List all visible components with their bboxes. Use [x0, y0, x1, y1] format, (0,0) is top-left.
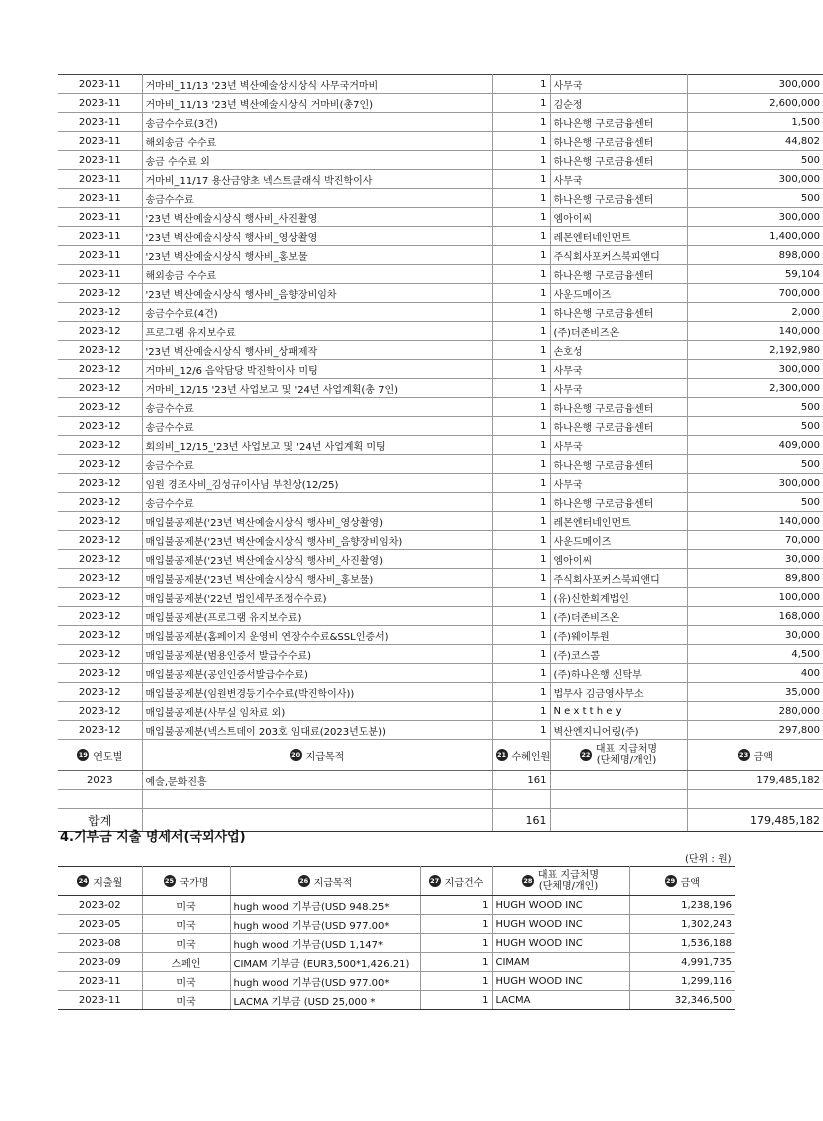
- row-count: 1: [492, 75, 550, 94]
- table-row: [58, 896, 735, 915]
- row-payee: 손호성: [550, 341, 687, 360]
- row-purpose: 송금수수료: [142, 398, 492, 417]
- row-amount: 1,500: [687, 113, 823, 132]
- row-amount: 500: [687, 398, 823, 417]
- row-payee: 하나은행 구로금융센터: [550, 189, 687, 208]
- row-month: 2023-12: [58, 683, 142, 702]
- row-count: 1: [492, 227, 550, 246]
- row-purpose: 송금수수료: [142, 493, 492, 512]
- row-month: 2023-11: [58, 227, 142, 246]
- table-row: [58, 170, 823, 189]
- row-country: 미국: [142, 896, 230, 915]
- row-month: 2023-05: [58, 915, 142, 934]
- table-row: [58, 398, 823, 417]
- row-amount: 500: [687, 493, 823, 512]
- row-month: 2023-11: [58, 170, 142, 189]
- row-payee: 사운드메이즈: [550, 284, 687, 303]
- row-count: 1: [492, 341, 550, 360]
- number-badge-icon: 26: [299, 877, 309, 885]
- row-payee: 사무국: [550, 170, 687, 189]
- row-count: 1: [420, 953, 492, 972]
- header-payee: 28 대표 지급처명 (단체명/개인): [492, 867, 629, 896]
- table-row: [58, 379, 823, 398]
- number-badge-icon: 24: [78, 877, 88, 885]
- row-count: 1: [492, 170, 550, 189]
- row-month: 2023-12: [58, 455, 142, 474]
- foreign-expenditure-body: [58, 896, 735, 1010]
- row-month: 2023-11: [58, 991, 142, 1010]
- header-month: 24 지출월: [58, 867, 142, 896]
- row-month: 2023-12: [58, 493, 142, 512]
- row-month: 2023-12: [58, 360, 142, 379]
- number-badge-icon: 29: [666, 877, 676, 885]
- table-row: [58, 721, 823, 740]
- summary-row: [58, 771, 823, 790]
- row-purpose: 송금 수수료 외: [142, 151, 492, 170]
- row-payee: 엠아이씨: [550, 208, 687, 227]
- row-month: 2023-12: [58, 721, 142, 740]
- summary-header-row: [58, 740, 823, 771]
- row-payee: 사무국: [550, 360, 687, 379]
- summary-amount: 179,485,182: [687, 771, 823, 790]
- row-country: 미국: [142, 934, 230, 953]
- row-purpose: 송금수수료: [142, 417, 492, 436]
- row-month: 2023-12: [58, 341, 142, 360]
- row-amount: 35,000: [687, 683, 823, 702]
- row-count: 1: [492, 360, 550, 379]
- blank-row: [58, 790, 823, 809]
- row-purpose: '23년 벽산예술시상식 행사비_영상촬영: [142, 227, 492, 246]
- row-payee: 하나은행 구로금융센터: [550, 398, 687, 417]
- row-count: 1: [420, 915, 492, 934]
- row-count: 1: [492, 208, 550, 227]
- row-amount: 1,302,243: [629, 915, 735, 934]
- row-purpose: 매입불공제분(프로그램 유지보수료): [142, 607, 492, 626]
- row-count: 1: [492, 132, 550, 151]
- row-amount: 44,802: [687, 132, 823, 151]
- row-payee: 사무국: [550, 436, 687, 455]
- row-count: 1: [420, 991, 492, 1010]
- row-purpose: 송금수수료: [142, 189, 492, 208]
- row-purpose: 매입불공제분(공인인증서발급수수료): [142, 664, 492, 683]
- row-payee: 사무국: [550, 75, 687, 94]
- row-count: 1: [492, 455, 550, 474]
- row-purpose: 거마비_12/6 음악담당 박진학이사 미팅: [142, 360, 492, 379]
- row-count: 1: [492, 322, 550, 341]
- row-month: 2023-11: [58, 972, 142, 991]
- row-month: 2023-02: [58, 896, 142, 915]
- row-count: 1: [492, 645, 550, 664]
- row-amount: 300,000: [687, 208, 823, 227]
- row-payee: (주)더존비즈온: [550, 322, 687, 341]
- table-row: [58, 493, 823, 512]
- row-month: 2023-12: [58, 436, 142, 455]
- table-row: [58, 934, 735, 953]
- row-count: 1: [492, 702, 550, 721]
- row-amount: 32,346,500: [629, 991, 735, 1010]
- row-amount: 1,400,000: [687, 227, 823, 246]
- row-payee: 하나은행 구로금융센터: [550, 132, 687, 151]
- row-purpose: 매입불공제분('23년 벽산예술시상식 행사비_사진촬영): [142, 550, 492, 569]
- row-amount: 1,299,116: [629, 972, 735, 991]
- summary-count: 161: [492, 771, 550, 790]
- row-count: 1: [492, 721, 550, 740]
- row-purpose: 거마비_11/17 용산금양초 넥스트클래식 박진학이사: [142, 170, 492, 189]
- row-country: 미국: [142, 915, 230, 934]
- row-month: 2023-11: [58, 75, 142, 94]
- row-amount: 500: [687, 189, 823, 208]
- row-payee: HUGH WOOD INC: [492, 934, 629, 953]
- row-payee: 벽산엔지니어링(주): [550, 721, 687, 740]
- table-row: [58, 550, 823, 569]
- row-count: 1: [492, 626, 550, 645]
- row-payee: 하나은행 구로금융센터: [550, 113, 687, 132]
- row-purpose: 매입불공제분(넥스트데이 203호 임대료(2023년도분)): [142, 721, 492, 740]
- row-payee: (주)코스콤: [550, 645, 687, 664]
- row-amount: 300,000: [687, 170, 823, 189]
- total-amount: 179,485,182: [687, 809, 823, 832]
- row-payee: CIMAM: [492, 953, 629, 972]
- row-purpose: CIMAM 기부금 (EUR3,500*1,426.21): [230, 953, 420, 972]
- row-country: 미국: [142, 991, 230, 1010]
- row-purpose: hugh wood 기부금(USD 1,147*: [230, 934, 420, 953]
- row-purpose: 회의비_12/15_'23년 사업보고 및 '24년 사업계획 미팅: [142, 436, 492, 455]
- row-month: 2023-12: [58, 569, 142, 588]
- row-payee: 주식회사포커스북피앤디: [550, 246, 687, 265]
- table-row: [58, 417, 823, 436]
- row-month: 2023-12: [58, 512, 142, 531]
- row-purpose: '23년 벽산예술시상식 행사비_상패제작: [142, 341, 492, 360]
- number-badge-icon: 27: [430, 877, 440, 885]
- row-count: 1: [492, 588, 550, 607]
- table-row: [58, 113, 823, 132]
- row-count: 1: [420, 896, 492, 915]
- table-row: [58, 360, 823, 379]
- row-amount: 89,800: [687, 569, 823, 588]
- number-badge-icon: 21: [496, 751, 507, 759]
- row-purpose: 매입불공제분('23년 벽산예술시상식 행사비_홍보물): [142, 569, 492, 588]
- row-month: 2023-11: [58, 246, 142, 265]
- row-payee: 하나은행 구로금융센터: [550, 417, 687, 436]
- row-purpose: '23년 벽산예술시상식 행사비_홍보물: [142, 246, 492, 265]
- row-purpose: 임원 경조사비_김성규이사님 부친상(12/25): [142, 474, 492, 493]
- row-count: 1: [492, 94, 550, 113]
- row-month: 2023-12: [58, 550, 142, 569]
- row-amount: 297,800: [687, 721, 823, 740]
- row-month: 2023-11: [58, 151, 142, 170]
- row-purpose: '23년 벽산예술시상식 행사비_사진촬영: [142, 208, 492, 227]
- row-amount: 500: [687, 151, 823, 170]
- number-badge-icon: 22: [581, 751, 591, 759]
- row-payee: (주)웨이투원: [550, 626, 687, 645]
- table-row: [58, 607, 823, 626]
- table-row: [58, 645, 823, 664]
- summary-purpose: 예술,문화진흥: [142, 771, 492, 790]
- row-month: 2023-12: [58, 626, 142, 645]
- row-payee: 하나은행 구로금융센터: [550, 303, 687, 322]
- number-badge-icon: 23: [739, 751, 749, 759]
- row-month: 2023-12: [58, 702, 142, 721]
- row-purpose: 매입불공제분('22년 법인세무조정수수료): [142, 588, 492, 607]
- row-payee: 사운드메이즈: [550, 531, 687, 550]
- row-amount: 70,000: [687, 531, 823, 550]
- row-month: 2023-11: [58, 94, 142, 113]
- section-title: 4.기부금 지출 명세서(국외사업): [60, 830, 246, 845]
- row-payee: (주)더존비즈온: [550, 607, 687, 626]
- foreign-expenditure-table: [58, 866, 735, 1010]
- row-count: 1: [492, 379, 550, 398]
- row-purpose: 거마비_12/15 '23년 사업보고 및 '24년 사업계획(총 7인): [142, 379, 492, 398]
- row-count: 1: [492, 417, 550, 436]
- row-purpose: 해외송금 수수료: [142, 132, 492, 151]
- row-amount: 300,000: [687, 75, 823, 94]
- row-month: 2023-09: [58, 953, 142, 972]
- unit-note: (단위 : 원): [685, 854, 732, 865]
- table-row: [58, 246, 823, 265]
- row-payee: HUGH WOOD INC: [492, 896, 629, 915]
- row-month: 2023-12: [58, 379, 142, 398]
- row-count: 1: [492, 265, 550, 284]
- row-count: 1: [420, 972, 492, 991]
- header-year: 19 연도별: [58, 740, 142, 771]
- row-amount: 30,000: [687, 626, 823, 645]
- table-row: [58, 132, 823, 151]
- row-amount: 59,104: [687, 265, 823, 284]
- row-count: 1: [420, 934, 492, 953]
- row-amount: 400: [687, 664, 823, 683]
- row-month: 2023-08: [58, 934, 142, 953]
- table-row: [58, 455, 823, 474]
- row-purpose: 프로그램 유지보수료: [142, 322, 492, 341]
- row-count: 1: [492, 531, 550, 550]
- row-payee: 레몬엔터네인먼트: [550, 512, 687, 531]
- total-label: 합계: [58, 809, 142, 832]
- table-row: [58, 436, 823, 455]
- row-country: 스페인: [142, 953, 230, 972]
- table-row: [58, 512, 823, 531]
- table-row: [58, 991, 735, 1010]
- row-month: 2023-12: [58, 398, 142, 417]
- summary-section: [58, 740, 823, 832]
- row-count: 1: [492, 664, 550, 683]
- row-month: 2023-11: [58, 265, 142, 284]
- table-row: [58, 151, 823, 170]
- row-purpose: 매입불공제분(사무실 임차료 외): [142, 702, 492, 721]
- row-payee: 하나은행 구로금융센터: [550, 493, 687, 512]
- row-month: 2023-12: [58, 322, 142, 341]
- foreign-header-row: [58, 867, 735, 896]
- row-payee: 하나은행 구로금융센터: [550, 265, 687, 284]
- number-badge-icon: 25: [164, 877, 175, 885]
- row-payee: 레몬엔터네인먼트: [550, 227, 687, 246]
- summary-payee: [550, 771, 687, 790]
- row-count: 1: [492, 398, 550, 417]
- table-row: [58, 75, 823, 94]
- row-count: 1: [492, 569, 550, 588]
- summary-year: 2023: [58, 771, 142, 790]
- total-count: 161: [492, 809, 550, 832]
- row-amount: 300,000: [687, 360, 823, 379]
- header-beneficiaries: 21 수혜인원: [492, 740, 550, 771]
- row-count: 1: [492, 436, 550, 455]
- table-row: [58, 569, 823, 588]
- row-amount: 409,000: [687, 436, 823, 455]
- header-purpose: 20 지급목적: [142, 740, 492, 771]
- table-row: [58, 664, 823, 683]
- row-payee: HUGH WOOD INC: [492, 972, 629, 991]
- row-payee: N e x t t h e y: [550, 702, 687, 721]
- row-purpose: 거마비_11/13 '23년 벽산예술시상식 거마비(총7인): [142, 94, 492, 113]
- row-payee: (유)신한회계법인: [550, 588, 687, 607]
- table-row: [58, 915, 735, 934]
- row-count: 1: [492, 189, 550, 208]
- row-count: 1: [492, 303, 550, 322]
- number-badge-icon: 28: [523, 877, 533, 885]
- row-month: 2023-12: [58, 607, 142, 626]
- row-payee: LACMA: [492, 991, 629, 1010]
- row-purpose: 거마비_11/13 '23년 벽산예술상시상식 사무국거마비: [142, 75, 492, 94]
- row-purpose: 송금수수료: [142, 455, 492, 474]
- row-amount: 2,600,000: [687, 94, 823, 113]
- row-month: 2023-11: [58, 132, 142, 151]
- row-month: 2023-12: [58, 474, 142, 493]
- row-amount: 168,000: [687, 607, 823, 626]
- row-purpose: 해외송금 수수료: [142, 265, 492, 284]
- number-badge-icon: 19: [78, 751, 88, 759]
- table-row: [58, 284, 823, 303]
- row-payee: 사무국: [550, 379, 687, 398]
- row-amount: 4,991,735: [629, 953, 735, 972]
- row-month: 2023-12: [58, 284, 142, 303]
- row-payee: 김순정: [550, 94, 687, 113]
- row-purpose: 송금수수료(3건): [142, 113, 492, 132]
- row-payee: 하나은행 구로금융센터: [550, 151, 687, 170]
- header-amount: 23 금액: [687, 740, 823, 771]
- row-payee: 주식회사포커스북피앤디: [550, 569, 687, 588]
- table-row: [58, 303, 823, 322]
- table-row: [58, 341, 823, 360]
- table-row: [58, 626, 823, 645]
- row-count: 1: [492, 284, 550, 303]
- header-count: 27 지급건수: [420, 867, 492, 896]
- row-count: 1: [492, 474, 550, 493]
- row-country: 미국: [142, 972, 230, 991]
- row-month: 2023-12: [58, 588, 142, 607]
- row-count: 1: [492, 246, 550, 265]
- row-amount: 140,000: [687, 512, 823, 531]
- row-payee: 하나은행 구로금융센터: [550, 455, 687, 474]
- row-amount: 2,000: [687, 303, 823, 322]
- row-purpose: hugh wood 기부금(USD 948.25*: [230, 896, 420, 915]
- row-month: 2023-11: [58, 208, 142, 227]
- row-count: 1: [492, 151, 550, 170]
- row-amount: 500: [687, 455, 823, 474]
- row-amount: 280,000: [687, 702, 823, 721]
- row-month: 2023-11: [58, 113, 142, 132]
- row-payee: (주)하나은행 신탁부: [550, 664, 687, 683]
- row-purpose: 매입불공제분('23년 벽산예술시상식 행사비_음향장비임차): [142, 531, 492, 550]
- row-month: 2023-12: [58, 645, 142, 664]
- row-amount: 1,238,196: [629, 896, 735, 915]
- row-count: 1: [492, 113, 550, 132]
- table-row: [58, 953, 735, 972]
- row-payee: 엠아이씨: [550, 550, 687, 569]
- row-purpose: 송금수수료(4건): [142, 303, 492, 322]
- row-purpose: LACMA 기부금 (USD 25,000 *: [230, 991, 420, 1010]
- row-count: 1: [492, 493, 550, 512]
- row-month: 2023-12: [58, 303, 142, 322]
- table-row: [58, 265, 823, 284]
- row-amount: 100,000: [687, 588, 823, 607]
- row-amount: 30,000: [687, 550, 823, 569]
- table-row: [58, 94, 823, 113]
- row-amount: 2,192,980: [687, 341, 823, 360]
- table-row: [58, 189, 823, 208]
- table-row: [58, 683, 823, 702]
- row-amount: 300,000: [687, 474, 823, 493]
- table-row: [58, 322, 823, 341]
- table-row: [58, 227, 823, 246]
- row-purpose: 매입불공제분(임원변경등기수수료(박진학이사)): [142, 683, 492, 702]
- row-amount: 140,000: [687, 322, 823, 341]
- row-amount: 2,300,000: [687, 379, 823, 398]
- header-amount: 29 금액: [629, 867, 735, 896]
- table-row: [58, 972, 735, 991]
- domestic-expenditure-table: [58, 74, 823, 832]
- row-payee: 법무사 김금영사무소: [550, 683, 687, 702]
- table-row: [58, 474, 823, 493]
- domestic-expenditure-body: [58, 75, 823, 740]
- row-month: 2023-12: [58, 417, 142, 436]
- row-amount: 1,536,188: [629, 934, 735, 953]
- row-month: 2023-12: [58, 664, 142, 683]
- header-purpose: 26 지급목적: [230, 867, 420, 896]
- header-country: 25 국가명: [142, 867, 230, 896]
- row-count: 1: [492, 550, 550, 569]
- row-count: 1: [492, 512, 550, 531]
- table-row: [58, 588, 823, 607]
- row-purpose: 매입불공제분(범용인증서 발급수수료): [142, 645, 492, 664]
- row-amount: 4,500: [687, 645, 823, 664]
- row-month: 2023-12: [58, 531, 142, 550]
- row-payee: HUGH WOOD INC: [492, 915, 629, 934]
- row-purpose: hugh wood 기부금(USD 977.00*: [230, 915, 420, 934]
- row-amount: 898,000: [687, 246, 823, 265]
- number-badge-icon: 20: [291, 751, 301, 759]
- header-payee: 22 대표 지급처명 (단체명/개인): [550, 740, 687, 771]
- table-row: [58, 531, 823, 550]
- table-row: [58, 702, 823, 721]
- table-row: [58, 208, 823, 227]
- row-purpose: hugh wood 기부금(USD 977.00*: [230, 972, 420, 991]
- row-count: 1: [492, 607, 550, 626]
- row-amount: 500: [687, 417, 823, 436]
- row-purpose: '23년 벽산예술시상식 행사비_음향장비임차: [142, 284, 492, 303]
- row-payee: 사무국: [550, 474, 687, 493]
- row-month: 2023-11: [58, 189, 142, 208]
- row-amount: 700,000: [687, 284, 823, 303]
- row-purpose: 매입불공제분('23년 벽산예술시상식 행사비_영상촬영): [142, 512, 492, 531]
- row-purpose: 매입불공제분(홈페이지 운영비 연장수수료&SSL인증서): [142, 626, 492, 645]
- row-count: 1: [492, 683, 550, 702]
